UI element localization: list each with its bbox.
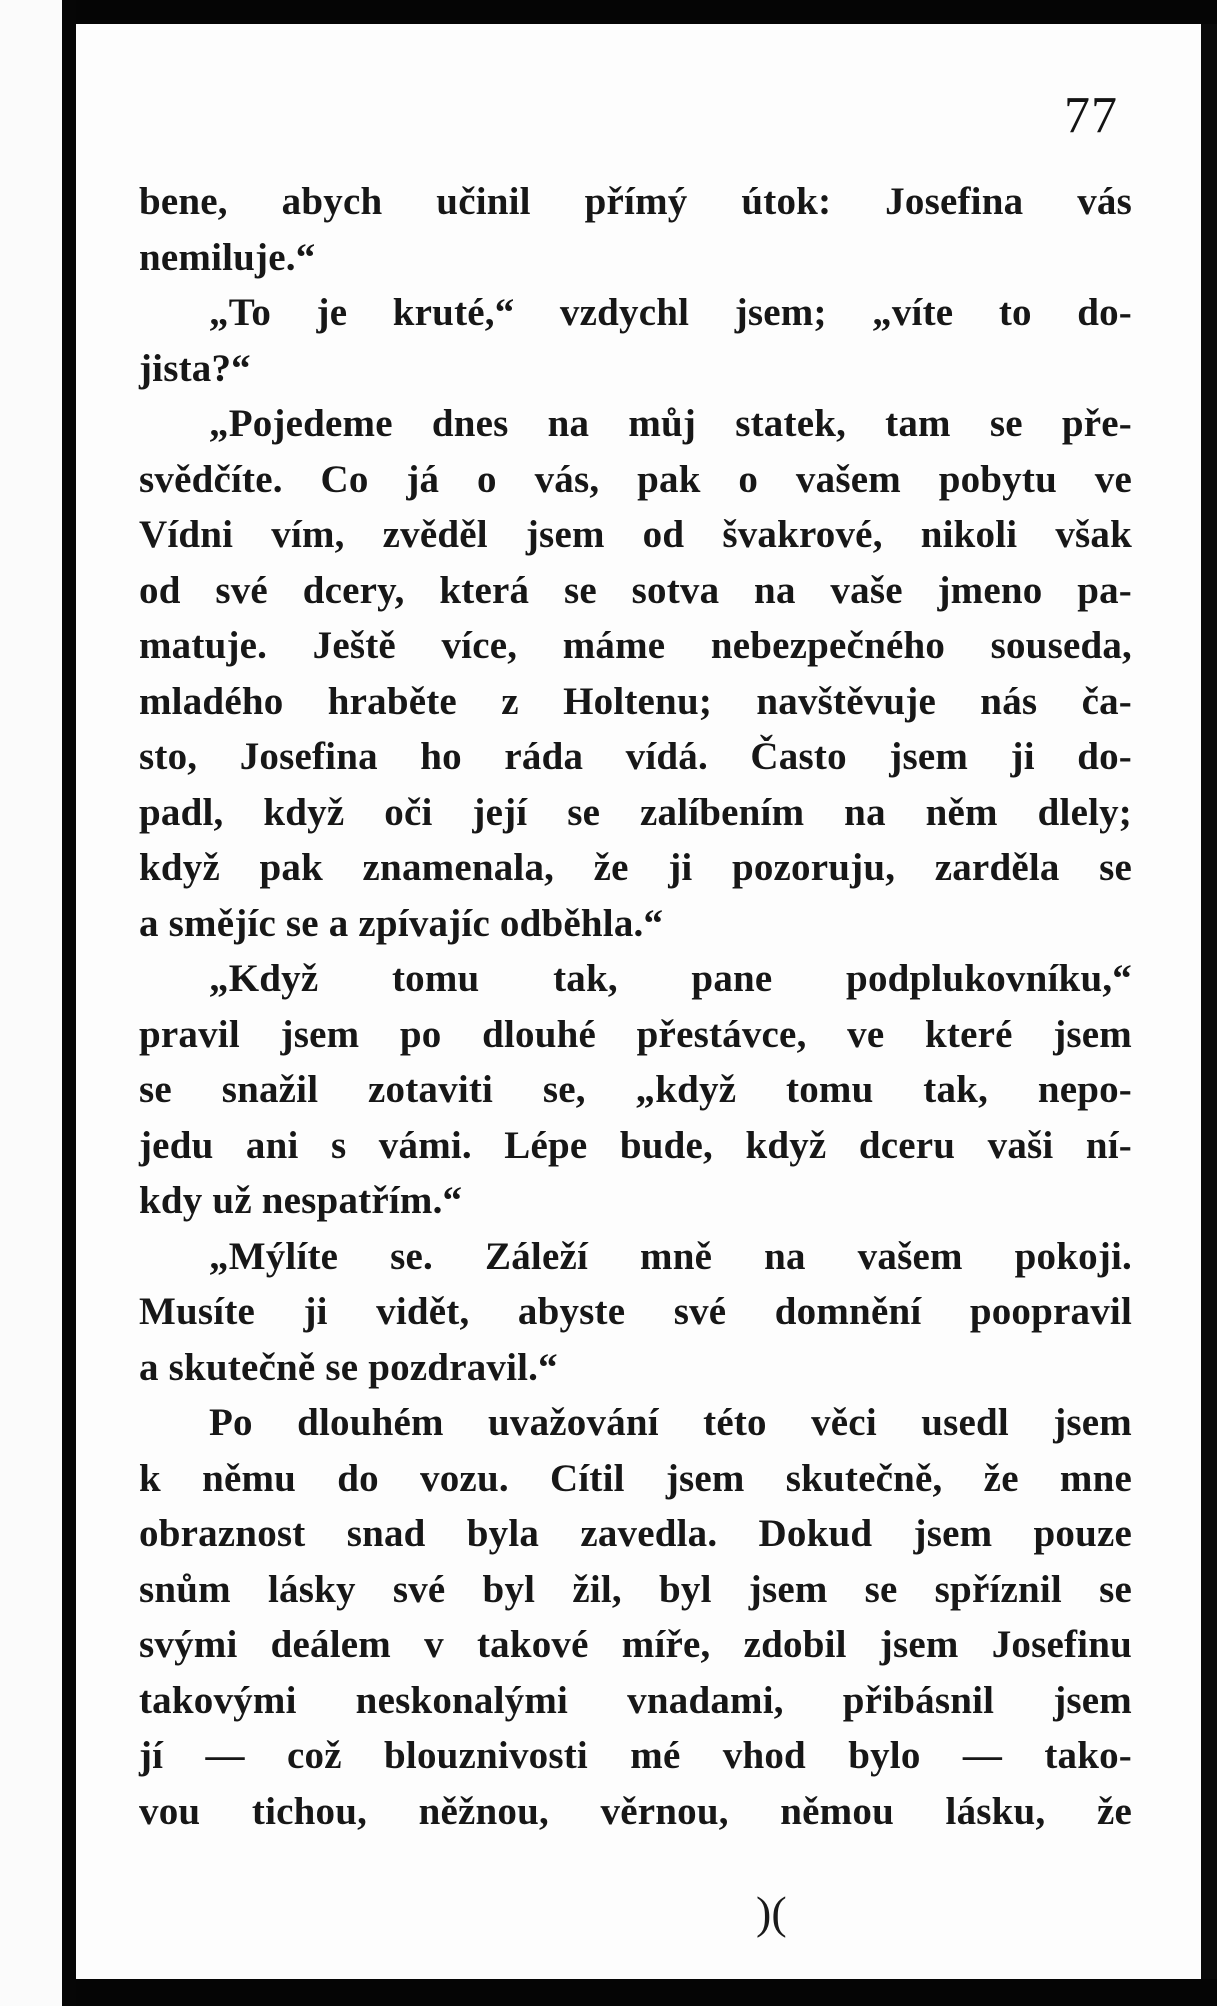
- text-line: matuje. Ještě více, máme nebezpečného souseda,: [139, 624, 1132, 667]
- adjacent-page-edge: [0, 0, 62, 2006]
- text-line: nemiluje.“: [139, 235, 316, 279]
- signature-mark: )(: [756, 1887, 787, 1938]
- text-line: jista?“: [139, 346, 251, 390]
- text-line: „To je kruté,“ vzdychl jsem; „víte to do-: [209, 291, 1132, 334]
- text-line: bene, abych učinil přímý útok: Josefina vás: [139, 180, 1132, 223]
- text-line: „Když tomu tak, pane podplukovníku,“: [209, 957, 1132, 1000]
- text-line: mladého hraběte z Holtenu; navštěvuje nás ča-: [139, 679, 1132, 723]
- text-line: k němu do vozu. Cítil jsem skutečně, že mne: [139, 1456, 1132, 1500]
- text-line: kdy už nespatřím.“: [139, 1179, 463, 1222]
- text-line: jí — což blouznivosti mé vhod bylo — tako-: [139, 1734, 1132, 1777]
- book-page: [76, 24, 1201, 1979]
- text-line: pravil jsem po dlouhé přestávce, ve které jsem: [139, 1012, 1132, 1056]
- text-line: se snažil zotaviti se, „když tomu tak, nepo-: [139, 1068, 1132, 1111]
- text-line: Vídni vím, zvěděl jsem od švakrové, nikoli však: [139, 513, 1132, 556]
- text-line: a smějíc se a zpívajíc odběhla.“: [139, 901, 664, 945]
- text-line: Musíte ji vidět, abyste své domnění poopravil: [139, 1290, 1132, 1333]
- text-line: „Mýlíte se. Záleží mně na vašem pokoji.: [209, 1234, 1132, 1278]
- text-line: a skutečně se pozdravil.“: [139, 1345, 558, 1389]
- text-line: obraznost snad byla zavedla. Dokud jsem pouze: [139, 1512, 1132, 1555]
- right-page-edge: [1201, 24, 1217, 1979]
- gutter-shadow: [62, 0, 76, 2006]
- page-number: 77: [1064, 87, 1118, 144]
- text-line: jedu ani s vámi. Lépe bude, když dceru vaši ní-: [139, 1123, 1132, 1167]
- page-body-text: [139, 174, 1132, 1839]
- text-line: sto, Josefina ho ráda vídá. Často jsem ji do-: [139, 735, 1132, 778]
- text-line: padl, když oči její se zalíbením na něm dlely;: [139, 790, 1132, 834]
- text-line: svědčíte. Co já o vás, pak o vašem pobytu ve: [139, 457, 1132, 501]
- text-line: „Pojedeme dnes na můj statek, tam se pře-: [209, 402, 1132, 445]
- text-line: když pak znamenala, že ji pozoruju, zarděla se: [139, 846, 1132, 889]
- text-line: svými deálem v takové míře, zdobil jsem Josefinu: [139, 1623, 1132, 1666]
- text-line: takovými neskonalými vnadami, přibásnil jsem: [139, 1678, 1132, 1722]
- text-line: snům lásky své byl žil, byl jsem se spříznil se: [139, 1567, 1132, 1611]
- text-line: od své dcery, která se sotva na vaše jmeno pa-: [139, 568, 1132, 612]
- text-line: vou tichou, něžnou, věrnou, němou lásku, že: [139, 1789, 1132, 1833]
- text-line: Po dlouhém uvažování této věci usedl jsem: [209, 1401, 1132, 1444]
